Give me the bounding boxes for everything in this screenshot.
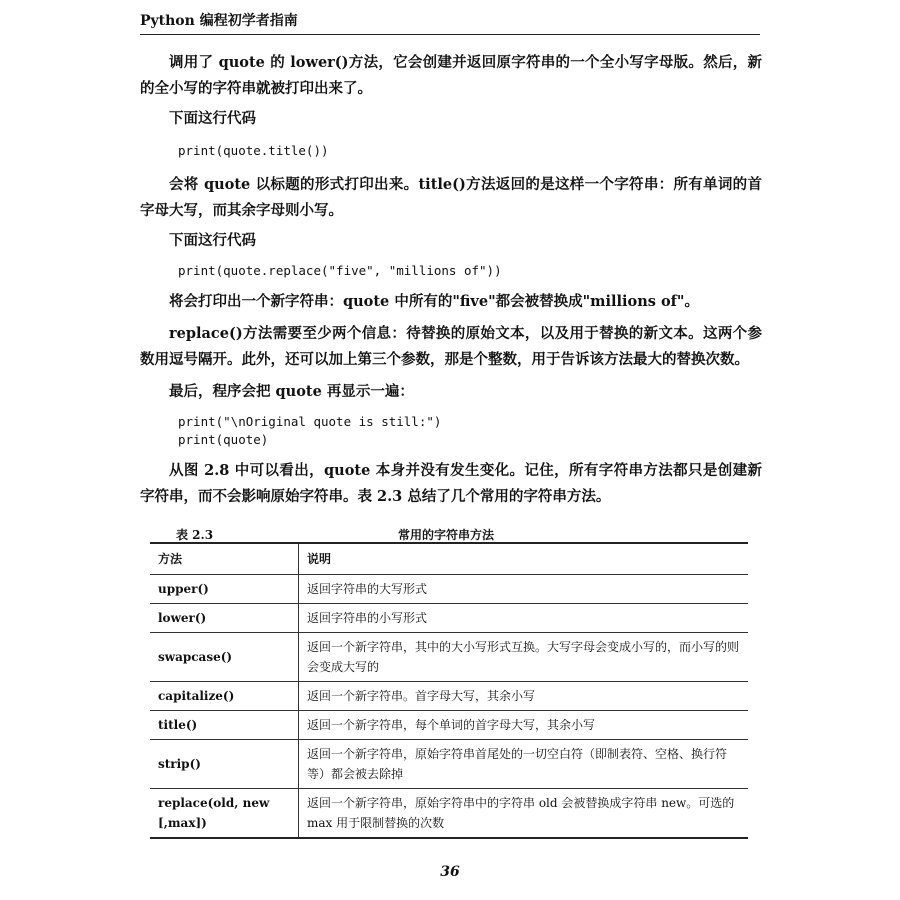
table-row (150, 789, 748, 839)
method-description: 返回一个新字符串，每个单词的首字母大写，其余小写 (299, 711, 749, 740)
running-header: Python 编程初学者指南 (140, 10, 760, 35)
method-description: 返回一个新字符串，原始字符串中的字符串 old 会被替换成字符串 new。可选的 max 用于限制替换的次数 (299, 789, 749, 839)
paragraph-intro-replace: 下面这行代码 (169, 232, 256, 249)
code-replace: print(quote.replace("five", "millions of")) (178, 263, 502, 278)
method-description: 返回一个新字符串，其中的大小写形式互换。大写字母会变成小写的，而小写的则会变成大写的 (299, 633, 749, 682)
method-name: replace(old, new [,max]) (150, 789, 299, 839)
table-row (150, 633, 748, 682)
method-description: 返回一个新字符串。首字母大写，其余小写 (299, 682, 749, 711)
method-name: title() (150, 711, 299, 740)
paragraph-lower-method: 调用了 quote 的 lower()方法，它会创建并返回原字符串的一个全小写字母版。然后，新的全小写的字符串就被打印出来了。 (140, 54, 762, 97)
paragraph-replace-explain: replace()方法需要至少两个信息：待替换的原始文本，以及用于替换的新文本。这两个参数用逗号隔开。此外，还可以加上第三个参数，那是个整数，用于告诉该方法最大的替换次数。 (140, 325, 762, 368)
table-header-row (150, 543, 748, 575)
method-name: lower() (150, 604, 299, 633)
method-description: 返回字符串的大写形式 (299, 575, 749, 604)
code-print-quote: print("\nOriginal quote is still:") print(quote) (178, 414, 442, 447)
table-row (150, 604, 748, 633)
method-name: strip() (150, 740, 299, 789)
paragraph-show-again: 最后，程序会把 quote 再显示一遍： (169, 383, 414, 400)
column-header-method: 方法 (150, 543, 299, 575)
table-row (150, 711, 748, 740)
method-description: 返回一个新字符串，原始字符串首尾处的一切空白符（即制表符、空格、换行符等）都会被去除掉 (299, 740, 749, 789)
paragraph-summary: 从图 2.8 中可以看出，quote 本身并没有发生变化。记住，所有字符串方法都只是创建新字符串，而不会影响原始字符串。表 2.3 总结了几个常用的字符串方法。 (140, 462, 762, 505)
method-description: 返回字符串的小写形式 (299, 604, 749, 633)
table-row (150, 682, 748, 711)
column-header-description: 说明 (299, 543, 749, 575)
paragraph-title-method: 会将 quote 以标题的形式打印出来。title()方法返回的是这样一个字符串：所有单词的首字母大写，而其余字母则小写。 (140, 176, 762, 219)
string-methods-table (150, 542, 748, 839)
method-name: capitalize() (150, 682, 299, 711)
method-name: swapcase() (150, 633, 299, 682)
paragraph-replace-result: 将会打印出一个新字符串：quote 中所有的"five"都会被替换成"millions of"。 (169, 293, 699, 310)
page-number: 36 (440, 864, 460, 880)
method-name: upper() (150, 575, 299, 604)
paragraph-intro-title: 下面这行代码 (169, 110, 256, 127)
table-label: 表 2.3 (176, 528, 214, 542)
table-title: 常用的字符串方法 (398, 528, 495, 542)
table-row (150, 740, 748, 789)
code-title: print(quote.title()) (178, 143, 329, 158)
table-row (150, 575, 748, 604)
